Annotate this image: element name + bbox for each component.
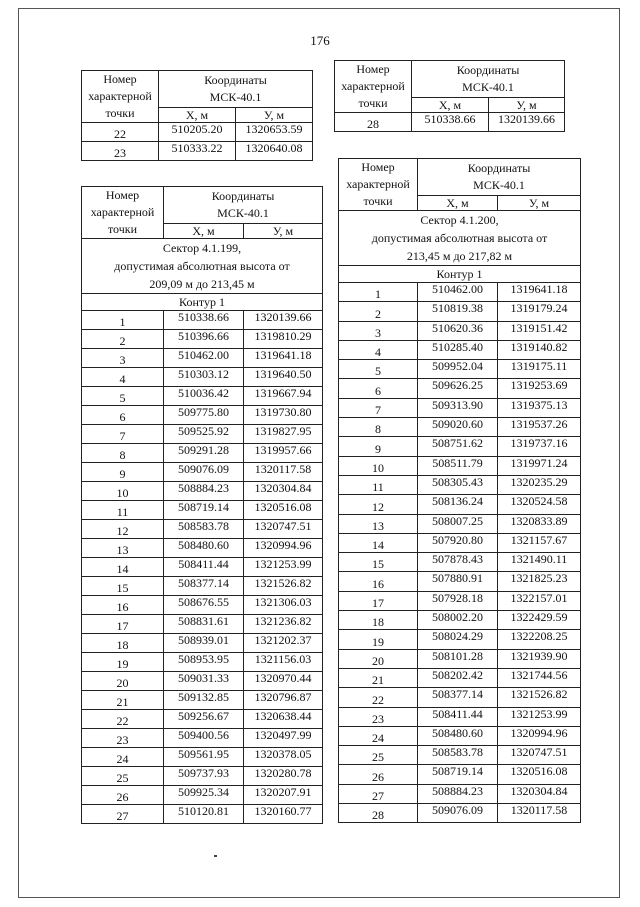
point-number-cell: 3 (82, 349, 164, 368)
point-number-cell: 11 (339, 475, 418, 494)
table-row (82, 577, 323, 596)
table-row (82, 767, 323, 786)
y-coordinate-cell: 1320970.44 (244, 672, 323, 691)
x-coordinate-cell: 510205.20 (159, 123, 236, 142)
table-row (339, 533, 581, 552)
y-coordinate-cell: 1319810.29 (244, 330, 323, 349)
y-coordinate-cell: 1320516.08 (498, 765, 581, 784)
y-coordinate-cell: 1320235.29 (498, 475, 581, 494)
x-header: X, м (418, 196, 498, 211)
table-row (82, 615, 323, 634)
x-coordinate-cell: 508831.61 (164, 615, 244, 634)
y-coordinate-cell: 1320796.87 (244, 691, 323, 710)
y-coordinate-cell: 1319641.18 (498, 283, 581, 302)
point-number-cell: 6 (82, 406, 164, 425)
table-row (82, 558, 323, 577)
table-row (339, 379, 581, 398)
x-coordinate-cell: 509291.28 (164, 444, 244, 463)
point-number-cell: 5 (82, 387, 164, 406)
y-coordinate-cell: 1320994.96 (498, 726, 581, 745)
x-coordinate-cell: 508719.14 (164, 501, 244, 520)
x-coordinate-cell: 509400.56 (164, 729, 244, 748)
x-coordinate-cell: 508480.60 (418, 726, 498, 745)
x-coordinate-cell: 510036.42 (164, 387, 244, 406)
point-number-cell: 17 (82, 615, 164, 634)
y-coordinate-cell: 1319641.18 (244, 349, 323, 368)
point-number-cell: 3 (339, 321, 418, 340)
table-row (339, 340, 581, 359)
table-row (339, 726, 581, 745)
point-number-header: Номер характерной точки (335, 61, 412, 113)
table-row (82, 330, 323, 349)
table-row (82, 349, 323, 368)
contour-label: Контур 1 (339, 266, 581, 283)
coords-table-sector-4-1-199 (81, 186, 323, 824)
x-coordinate-cell: 510303.12 (164, 368, 244, 387)
y-coordinate-cell: 1319730.80 (244, 406, 323, 425)
table-row (82, 729, 323, 748)
x-coordinate-cell: 508583.78 (164, 520, 244, 539)
point-number-cell: 27 (339, 784, 418, 803)
page-number: 176 (310, 33, 330, 48)
x-coordinate-cell: 508511.79 (418, 456, 498, 475)
point-number-cell: 25 (339, 746, 418, 765)
table-row (339, 398, 581, 417)
point-number-cell: 15 (339, 553, 418, 572)
y-coordinate-cell: 1320638.44 (244, 710, 323, 729)
point-number-cell: 19 (82, 653, 164, 672)
table-row (82, 520, 323, 539)
point-number-cell: 10 (82, 482, 164, 501)
sector-title: Сектор 4.1.199, допустимая абсолютная высота от 209,09 м до 213,45 м (82, 239, 323, 294)
point-number-cell: 2 (339, 302, 418, 321)
point-number-cell: 1 (339, 283, 418, 302)
table-row (339, 475, 581, 494)
y-coordinate-cell: 1319667.94 (244, 387, 323, 406)
table-row (339, 302, 581, 321)
point-number-cell: 22 (82, 710, 164, 729)
y-coordinate-cell: 1321744.56 (498, 668, 581, 687)
table-row (339, 746, 581, 765)
x-coordinate-cell: 509076.09 (418, 804, 498, 823)
x-coordinate-cell: 509031.33 (164, 672, 244, 691)
point-number-cell: 15 (82, 577, 164, 596)
point-number-cell: 4 (339, 340, 418, 359)
y-coordinate-cell: 1319175.11 (498, 360, 581, 379)
x-coordinate-cell: 509525.92 (164, 425, 244, 444)
y-header: У, м (244, 224, 323, 239)
x-coordinate-cell: 509020.60 (418, 418, 498, 437)
y-coordinate-cell: 1320833.89 (498, 514, 581, 533)
contour-label: Контур 1 (82, 294, 323, 311)
coords-table-sector-4-1-200 (338, 158, 581, 823)
y-coordinate-cell: 1320117.58 (498, 804, 581, 823)
y-coordinate-cell: 1319971.24 (498, 456, 581, 475)
y-coordinate-cell: 1320207.91 (244, 786, 323, 805)
x-coordinate-cell: 508002.20 (418, 611, 498, 630)
table-row (82, 710, 323, 729)
table-row (339, 572, 581, 591)
table-row (82, 387, 323, 406)
table-row (339, 630, 581, 649)
table-row (82, 444, 323, 463)
point-number-cell: 23 (82, 142, 159, 161)
point-number-cell: 28 (335, 113, 412, 132)
table-row (339, 707, 581, 726)
point-number-cell: 11 (82, 501, 164, 520)
x-coordinate-cell: 507880.91 (418, 572, 498, 591)
point-number-cell: 22 (82, 123, 159, 142)
point-number-cell: 21 (82, 691, 164, 710)
table-row (82, 123, 313, 142)
x-coordinate-cell: 508751.62 (418, 437, 498, 456)
x-coordinate-cell: 508024.29 (418, 630, 498, 649)
x-coordinate-cell: 508377.14 (418, 688, 498, 707)
point-number-cell: 4 (82, 368, 164, 387)
y-coordinate-cell: 1321157.67 (498, 533, 581, 552)
x-coordinate-cell: 508583.78 (418, 746, 498, 765)
y-coordinate-cell: 1319253.69 (498, 379, 581, 398)
table-row (82, 425, 323, 444)
point-number-cell: 7 (82, 425, 164, 444)
x-coordinate-cell: 509313.90 (418, 398, 498, 417)
point-number-cell: 5 (339, 360, 418, 379)
x-coordinate-cell: 508884.23 (164, 482, 244, 501)
table-row (339, 591, 581, 610)
point-number-cell: 14 (82, 558, 164, 577)
table-row (339, 360, 581, 379)
point-number-cell: 1 (82, 311, 164, 330)
point-number-cell: 26 (82, 786, 164, 805)
point-number-cell: 26 (339, 765, 418, 784)
x-coordinate-cell: 510285.40 (418, 340, 498, 359)
table-row (339, 321, 581, 340)
point-number-header: Номер характерной точки (339, 159, 418, 211)
x-coordinate-cell: 508136.24 (418, 495, 498, 514)
y-coordinate-cell: 1320117.58 (244, 463, 323, 482)
y-coordinate-cell: 1319179.24 (498, 302, 581, 321)
point-number-cell: 9 (339, 437, 418, 456)
point-number-cell: 23 (339, 707, 418, 726)
point-number-cell: 12 (339, 495, 418, 514)
x-coordinate-cell: 509775.80 (164, 406, 244, 425)
y-coordinate-cell: 1319140.82 (498, 340, 581, 359)
y-coordinate-cell: 1319737.16 (498, 437, 581, 456)
x-coordinate-cell: 509076.09 (164, 463, 244, 482)
table-row (82, 672, 323, 691)
table-row (82, 501, 323, 520)
y-coordinate-cell: 1322157.01 (498, 591, 581, 610)
y-coordinate-cell: 1320516.08 (244, 501, 323, 520)
table-row (82, 653, 323, 672)
y-coordinate-cell: 1320139.66 (244, 311, 323, 330)
y-coordinate-cell: 1320139.66 (489, 113, 565, 132)
y-coordinate-cell: 1321490.11 (498, 553, 581, 572)
table-row (82, 539, 323, 558)
coords-header: Координаты МСК-40.1 (412, 61, 565, 98)
y-coordinate-cell: 1320160.77 (244, 805, 323, 824)
y-coordinate-cell: 1320497.99 (244, 729, 323, 748)
x-coordinate-cell: 510620.36 (418, 321, 498, 340)
y-header: У, м (498, 196, 581, 211)
point-number-cell: 24 (339, 726, 418, 745)
table-row (339, 437, 581, 456)
y-coordinate-cell: 1319537.26 (498, 418, 581, 437)
point-number-cell: 10 (339, 456, 418, 475)
point-number-cell: 20 (82, 672, 164, 691)
x-coordinate-cell: 508101.28 (418, 649, 498, 668)
point-number-cell: 8 (82, 444, 164, 463)
table-row (339, 688, 581, 707)
y-coordinate-cell: 1320747.51 (244, 520, 323, 539)
x-coordinate-cell: 508719.14 (418, 765, 498, 784)
point-number-cell: 20 (339, 649, 418, 668)
point-number-cell: 6 (339, 379, 418, 398)
x-coordinate-cell: 508676.55 (164, 596, 244, 615)
x-coordinate-cell: 508953.95 (164, 653, 244, 672)
point-number-cell: 7 (339, 398, 418, 417)
y-coordinate-cell: 1320280.78 (244, 767, 323, 786)
point-number-cell: 16 (339, 572, 418, 591)
y-coordinate-cell: 1319957.66 (244, 444, 323, 463)
coords-header: Координаты МСК-40.1 (159, 71, 313, 108)
point-number-cell: 24 (82, 748, 164, 767)
table-row (339, 649, 581, 668)
point-number-cell: 13 (339, 514, 418, 533)
y-coordinate-cell: 1321253.99 (498, 707, 581, 726)
point-number-cell: 12 (82, 520, 164, 539)
table-row (339, 611, 581, 630)
y-coordinate-cell: 1320994.96 (244, 539, 323, 558)
table-row (339, 784, 581, 803)
point-number-cell: 9 (82, 463, 164, 482)
coords-header: Координаты МСК-40.1 (164, 187, 323, 224)
x-coordinate-cell: 508305.43 (418, 475, 498, 494)
y-coordinate-cell: 1319640.50 (244, 368, 323, 387)
y-coordinate-cell: 1321939.90 (498, 649, 581, 668)
point-number-cell: 23 (82, 729, 164, 748)
scan-mark (214, 855, 217, 857)
table-row (339, 418, 581, 437)
y-coordinate-cell: 1321202.37 (244, 634, 323, 653)
table-row (339, 553, 581, 572)
table-row (82, 634, 323, 653)
point-number-cell: 25 (82, 767, 164, 786)
x-coordinate-cell: 510462.00 (164, 349, 244, 368)
table-row (82, 406, 323, 425)
point-number-cell: 16 (82, 596, 164, 615)
x-header: X, м (164, 224, 244, 239)
x-coordinate-cell: 507878.43 (418, 553, 498, 572)
table-row (339, 804, 581, 823)
point-number-cell: 18 (339, 611, 418, 630)
y-coordinate-cell: 1319375.13 (498, 398, 581, 417)
y-coordinate-cell: 1320304.84 (498, 784, 581, 803)
point-number-cell: 27 (82, 805, 164, 824)
table-row (339, 456, 581, 475)
table-row (82, 311, 323, 330)
coords-table-top-left (81, 70, 313, 161)
y-coordinate-cell: 1321236.82 (244, 615, 323, 634)
point-number-cell: 2 (82, 330, 164, 349)
y-coordinate-cell: 1320378.05 (244, 748, 323, 767)
y-coordinate-cell: 1321526.82 (244, 577, 323, 596)
x-coordinate-cell: 508411.44 (418, 707, 498, 726)
table-row (339, 668, 581, 687)
x-coordinate-cell: 510120.81 (164, 805, 244, 824)
y-coordinate-cell: 1321526.82 (498, 688, 581, 707)
table-row (82, 786, 323, 805)
table-row (339, 495, 581, 514)
y-coordinate-cell: 1321253.99 (244, 558, 323, 577)
x-header: X, м (412, 98, 489, 113)
x-coordinate-cell: 508480.60 (164, 539, 244, 558)
table-row (339, 765, 581, 784)
point-number-cell: 13 (82, 539, 164, 558)
x-coordinate-cell: 508007.25 (418, 514, 498, 533)
y-coordinate-cell: 1319827.95 (244, 425, 323, 444)
table-row (82, 463, 323, 482)
point-number-cell: 28 (339, 804, 418, 823)
point-number-cell: 14 (339, 533, 418, 552)
table-row (339, 514, 581, 533)
table-row (82, 368, 323, 387)
y-coordinate-cell: 1320524.58 (498, 495, 581, 514)
x-header: X, м (159, 108, 236, 123)
point-number-cell: 8 (339, 418, 418, 437)
coords-table-top-right (334, 60, 565, 132)
point-number-cell: 21 (339, 668, 418, 687)
y-coordinate-cell: 1320640.08 (236, 142, 313, 161)
x-coordinate-cell: 508377.14 (164, 577, 244, 596)
sector-title: Сектор 4.1.200, допустимая абсолютная высота от 213,45 м до 217,82 м (339, 211, 581, 266)
y-coordinate-cell: 1321306.03 (244, 596, 323, 615)
y-coordinate-cell: 1319151.42 (498, 321, 581, 340)
point-number-cell: 18 (82, 634, 164, 653)
y-coordinate-cell: 1320747.51 (498, 746, 581, 765)
point-number-cell: 17 (339, 591, 418, 610)
coords-header: Координаты МСК-40.1 (418, 159, 581, 196)
x-coordinate-cell: 508884.23 (418, 784, 498, 803)
point-number-header: Номер характерной точки (82, 71, 159, 123)
x-coordinate-cell: 510396.66 (164, 330, 244, 349)
table-row (335, 113, 565, 132)
table-row (82, 691, 323, 710)
x-coordinate-cell: 507928.18 (418, 591, 498, 610)
x-coordinate-cell: 509626.25 (418, 379, 498, 398)
y-coordinate-cell: 1320653.59 (236, 123, 313, 142)
x-coordinate-cell: 509256.67 (164, 710, 244, 729)
table-row (82, 805, 323, 824)
y-coordinate-cell: 1322208.25 (498, 630, 581, 649)
table-row (82, 142, 313, 161)
x-coordinate-cell: 508939.01 (164, 634, 244, 653)
x-coordinate-cell: 507920.80 (418, 533, 498, 552)
x-coordinate-cell: 510819.38 (418, 302, 498, 321)
x-coordinate-cell: 510338.66 (412, 113, 489, 132)
x-coordinate-cell: 510462.00 (418, 283, 498, 302)
table-row (82, 482, 323, 501)
x-coordinate-cell: 509952.04 (418, 360, 498, 379)
y-header: У, м (236, 108, 313, 123)
table-row (339, 283, 581, 302)
table-row (82, 748, 323, 767)
x-coordinate-cell: 510338.66 (164, 311, 244, 330)
y-coordinate-cell: 1322429.59 (498, 611, 581, 630)
x-coordinate-cell: 509132.85 (164, 691, 244, 710)
y-coordinate-cell: 1320304.84 (244, 482, 323, 501)
point-number-header: Номер характерной точки (82, 187, 164, 239)
table-row (82, 596, 323, 615)
x-coordinate-cell: 509561.95 (164, 748, 244, 767)
x-coordinate-cell: 509737.93 (164, 767, 244, 786)
x-coordinate-cell: 508202.42 (418, 668, 498, 687)
point-number-cell: 22 (339, 688, 418, 707)
x-coordinate-cell: 509925.34 (164, 786, 244, 805)
y-header: У, м (489, 98, 565, 113)
y-coordinate-cell: 1321825.23 (498, 572, 581, 591)
point-number-cell: 19 (339, 630, 418, 649)
x-coordinate-cell: 508411.44 (164, 558, 244, 577)
x-coordinate-cell: 510333.22 (159, 142, 236, 161)
y-coordinate-cell: 1321156.03 (244, 653, 323, 672)
